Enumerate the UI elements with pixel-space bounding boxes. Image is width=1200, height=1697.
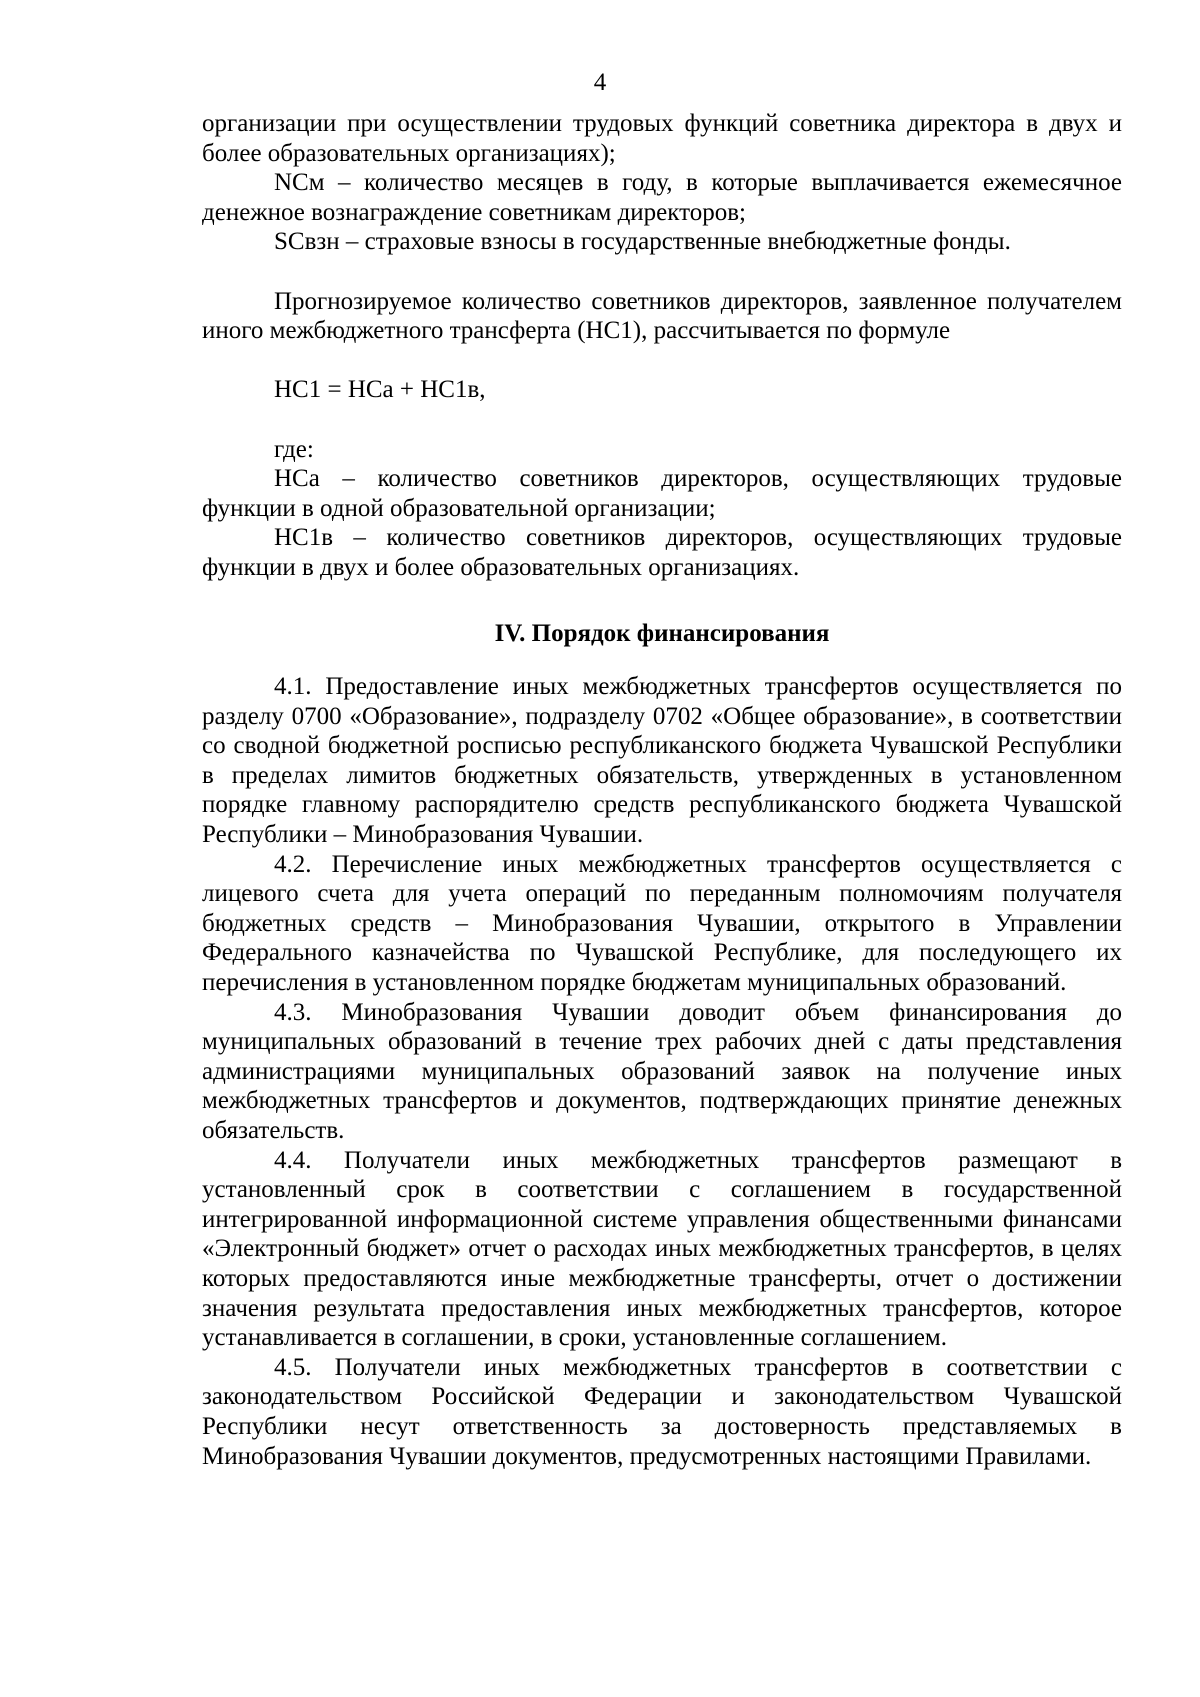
paragraph-forecast-count: Прогнозируемое количество советников директоров, заявленное получателем иного межбюджетного трансферта (НС1), рассчитывается по формуле (202, 287, 1122, 345)
page-number: 4 (593, 69, 607, 96)
formula-hc1: НС1 = НСа + НС1в, (274, 376, 486, 404)
paragraph-continuation: организации при осуществлении трудовых функций советника директора в двух и более образовательных организациях); (202, 110, 1122, 167)
section-item-4-4: 4.4. Получатели иных межбюджетных трансфертов размещают в установленный срок в соответствии с соглашением в государственной интегрированной информационной системе управления общественными финансами «Электронный бюджет» отчет о расходах иных межбюджетных трансфертов, в целях которых предоставляются иные межбюджетные трансферты, отчет о достижении значения результата предоставления иных межбюджетных трансфертов, которое устанавливается в соглашении, в сроки, установленные соглашением. (202, 1146, 1122, 1352)
paragraph-scvzn-definition: SCвзн – страховые взносы в государственные внебюджетные фонды. (274, 228, 1011, 256)
section-item-4-5: 4.5. Получатели иных межбюджетных трансфертов в соответствии с законодательством Российской Федерации и законодательством Чувашской Республики несут ответственность за достоверность представляемых в Минобразования Чувашии документов, предусмотренных настоящими Правилами. (202, 1353, 1122, 1470)
section-heading: IV. Порядок финансирования (494, 619, 830, 647)
paragraph-hc1v-definition: НС1в – количество советников директоров, осуществляющих трудовые функции в двух и более образовательных организациях. (202, 524, 1122, 581)
where-label: где: (274, 435, 314, 463)
section-item-4-1: 4.1. Предоставление иных межбюджетных трансфертов осуществляется по разделу 0700 «Образование», подразделу 0702 «Общее образование», в соответствии со сводной бюджетной росписью республиканского бюджета Чувашской Республики в пределах лимитов бюджетных обязательств, утвержденных в установленном порядке главному распорядителю средств республиканского бюджета Чувашской Республики – Минобразования Чувашии. (202, 673, 1122, 849)
section-item-4-2: 4.2. Перечисление иных межбюджетных трансфертов осуществляется с лицевого счета для учета операций по переданным полномочиям получателя бюджетных средств – Минобразования Чувашии, открытого в Управлении Федерального казначейства по Чувашской Республике, для последующего их перечисления в установленном порядке бюджетам муниципальных образований. (202, 850, 1122, 997)
section-item-4-3: 4.3. Минобразования Чувашии доводит объем финансирования до муниципальных образований в течение трех рабочих дней с даты представления администрациями муниципальных образований заявок на получение иных межбюджетных трансфертов и документов, подтверждающих принятие денежных обязательств. (202, 998, 1122, 1144)
document-body (202, 109, 1122, 1471)
paragraph-ncm-definition: NCм – количество месяцев в году, в которые выплачивается ежемесячное денежное вознаграждение советникам директоров; (202, 169, 1122, 226)
paragraph-hca-definition: НСа – количество советников директоров, осуществляющих трудовые функции в одной образовательной организации; (202, 465, 1122, 522)
